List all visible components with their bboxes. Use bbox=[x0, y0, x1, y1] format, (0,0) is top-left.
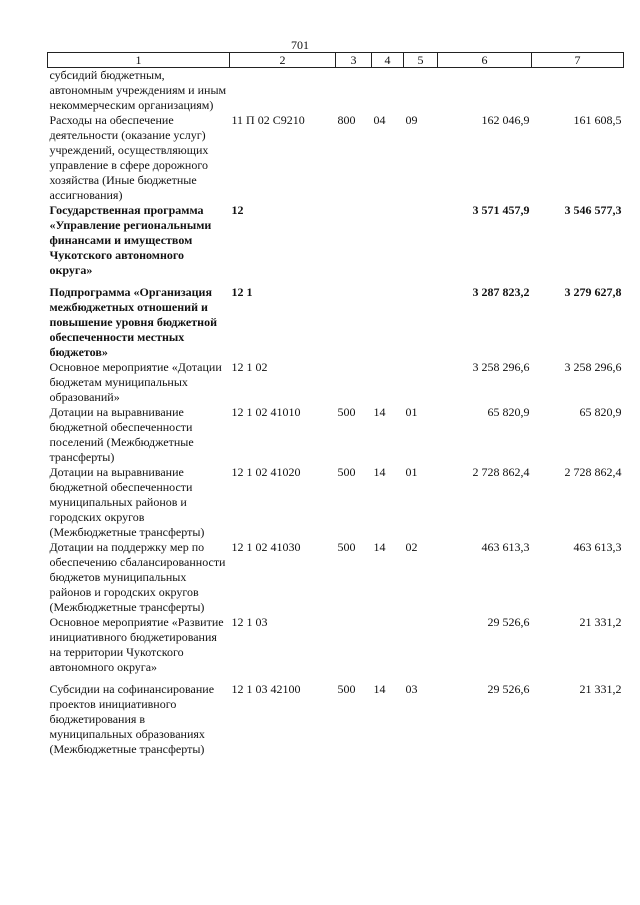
row-value-6: 3 258 296,6 bbox=[472, 360, 530, 374]
column-header: 1 bbox=[48, 53, 230, 68]
column-header: 3 bbox=[336, 53, 372, 68]
row-value-7: 3 279 627,8 bbox=[564, 285, 622, 299]
row-c4: 14 bbox=[373, 540, 386, 554]
row-value-7 bbox=[532, 68, 624, 114]
row-code: 12 1 02 41010 bbox=[231, 405, 301, 419]
row-value-7: 21 331,2 bbox=[579, 615, 622, 629]
row-c5: 03 bbox=[405, 682, 418, 696]
row-name: Основное мероприятие «Дотации бюджетам муниципальных образований» bbox=[49, 360, 222, 404]
row-c4 bbox=[372, 615, 404, 675]
row-code: 11 П 02 С9210 bbox=[231, 113, 305, 127]
row-code: 12 bbox=[231, 203, 244, 217]
row-value-6: 65 820,9 bbox=[487, 405, 530, 419]
row-c4: 14 bbox=[373, 682, 386, 696]
row-value-7: 2 728 862,4 bbox=[564, 465, 622, 479]
row-value-6: 29 526,6 bbox=[487, 615, 530, 629]
row-c3 bbox=[336, 615, 372, 675]
row-c3 bbox=[336, 203, 372, 278]
row-c5 bbox=[404, 285, 438, 360]
column-header: 5 bbox=[404, 53, 438, 68]
table-row bbox=[48, 203, 624, 278]
table-row bbox=[48, 682, 624, 757]
row-value-6: 2 728 862,4 bbox=[472, 465, 530, 479]
row-code: 12 1 bbox=[231, 285, 253, 299]
row-c4 bbox=[372, 68, 404, 114]
row-c3 bbox=[336, 285, 372, 360]
column-header: 6 bbox=[438, 53, 532, 68]
row-value-7: 21 331,2 bbox=[579, 682, 622, 696]
budget-table bbox=[47, 52, 624, 757]
row-c5 bbox=[404, 360, 438, 405]
row-c5 bbox=[404, 615, 438, 675]
row-value-7: 3 546 577,3 bbox=[564, 203, 622, 217]
row-c3 bbox=[336, 360, 372, 405]
row-value-6: 463 613,3 bbox=[481, 540, 530, 554]
row-c5 bbox=[404, 68, 438, 114]
row-code: 12 1 02 bbox=[231, 360, 268, 374]
row-value-6: 3 571 457,9 bbox=[472, 203, 530, 217]
row-name: Дотации на выравнивание бюджетной обеспеченности поселений (Межбюджетные трансферты) bbox=[49, 405, 194, 464]
row-name: Расходы на обеспечение деятельности (оказание услуг) учреждений, осуществляющих управление в сфере дорожного хозяйства (Иные бюджетные ассигнования) bbox=[49, 113, 209, 202]
row-c4 bbox=[372, 360, 404, 405]
row-c4 bbox=[372, 285, 404, 360]
row-c4: 04 bbox=[373, 113, 386, 127]
row-value-7: 463 613,3 bbox=[573, 540, 622, 554]
row-code: 12 1 02 41020 bbox=[231, 465, 301, 479]
column-header: 4 bbox=[372, 53, 404, 68]
row-c4: 14 bbox=[373, 465, 386, 479]
row-name: Основное мероприятие «Развитие инициативного бюджетирования на территории Чукотского автономного округа» bbox=[49, 615, 224, 674]
table-row bbox=[48, 360, 624, 405]
row-c5: 02 bbox=[405, 540, 418, 554]
row-value-7: 65 820,9 bbox=[579, 405, 622, 419]
row-c5 bbox=[404, 203, 438, 278]
row-c4: 14 bbox=[373, 405, 386, 419]
table-row bbox=[48, 465, 624, 540]
row-code: 12 1 03 bbox=[231, 615, 268, 629]
row-name: субсидий бюджетным, автономным учреждениям и иным некоммерческим организациям) bbox=[49, 68, 227, 112]
row-spacer bbox=[48, 675, 624, 682]
row-name: Дотации на выравнивание бюджетной обеспеченности муниципальных районов и городских округов (Межбюджетные трансферты) bbox=[49, 465, 205, 539]
row-c3: 500 bbox=[337, 540, 356, 554]
row-c3: 500 bbox=[337, 682, 356, 696]
row-value-7: 161 608,5 bbox=[573, 113, 622, 127]
row-c3 bbox=[336, 68, 372, 114]
row-spacer bbox=[48, 278, 624, 285]
row-value-6: 162 046,9 bbox=[481, 113, 530, 127]
page-number: 701 bbox=[291, 38, 309, 52]
row-value-6 bbox=[438, 68, 532, 114]
row-c3: 800 bbox=[337, 113, 356, 127]
row-code bbox=[230, 68, 336, 114]
row-name: Субсидии на софинансирование проектов инициативного бюджетирования в муниципальных образованиях (Межбюджетные трансферты) bbox=[49, 682, 215, 756]
row-code: 12 1 02 41030 bbox=[231, 540, 301, 554]
table-row bbox=[48, 285, 624, 360]
row-code: 12 1 03 42100 bbox=[231, 682, 301, 696]
table-row bbox=[48, 615, 624, 675]
table-row bbox=[48, 68, 624, 114]
row-name: Подпрограмма «Организация межбюджетных отношений и повышение уровня бюджетной обеспеченности местных бюджетов» bbox=[49, 285, 217, 359]
row-c5: 09 bbox=[405, 113, 418, 127]
row-name: Дотации на поддержку мер по обеспечению сбалансированности бюджетов муниципальных районов и городских округов (Межбюджетные трансферты) bbox=[49, 540, 226, 614]
row-value-6: 3 287 823,2 bbox=[472, 285, 530, 299]
table-row bbox=[48, 405, 624, 465]
row-c3: 500 bbox=[337, 405, 356, 419]
row-c5: 01 bbox=[405, 405, 418, 419]
row-value-6: 29 526,6 bbox=[487, 682, 530, 696]
table-row bbox=[48, 113, 624, 203]
column-number-row bbox=[48, 53, 624, 68]
table-row bbox=[48, 540, 624, 615]
row-name: Государственная программа «Управление региональными финансами и имуществом Чукотского автономного округа» bbox=[49, 203, 212, 277]
row-c3: 500 bbox=[337, 465, 356, 479]
column-header: 7 bbox=[532, 53, 624, 68]
row-value-7: 3 258 296,6 bbox=[564, 360, 622, 374]
row-c4 bbox=[372, 203, 404, 278]
column-header: 2 bbox=[230, 53, 336, 68]
row-c5: 01 bbox=[405, 465, 418, 479]
